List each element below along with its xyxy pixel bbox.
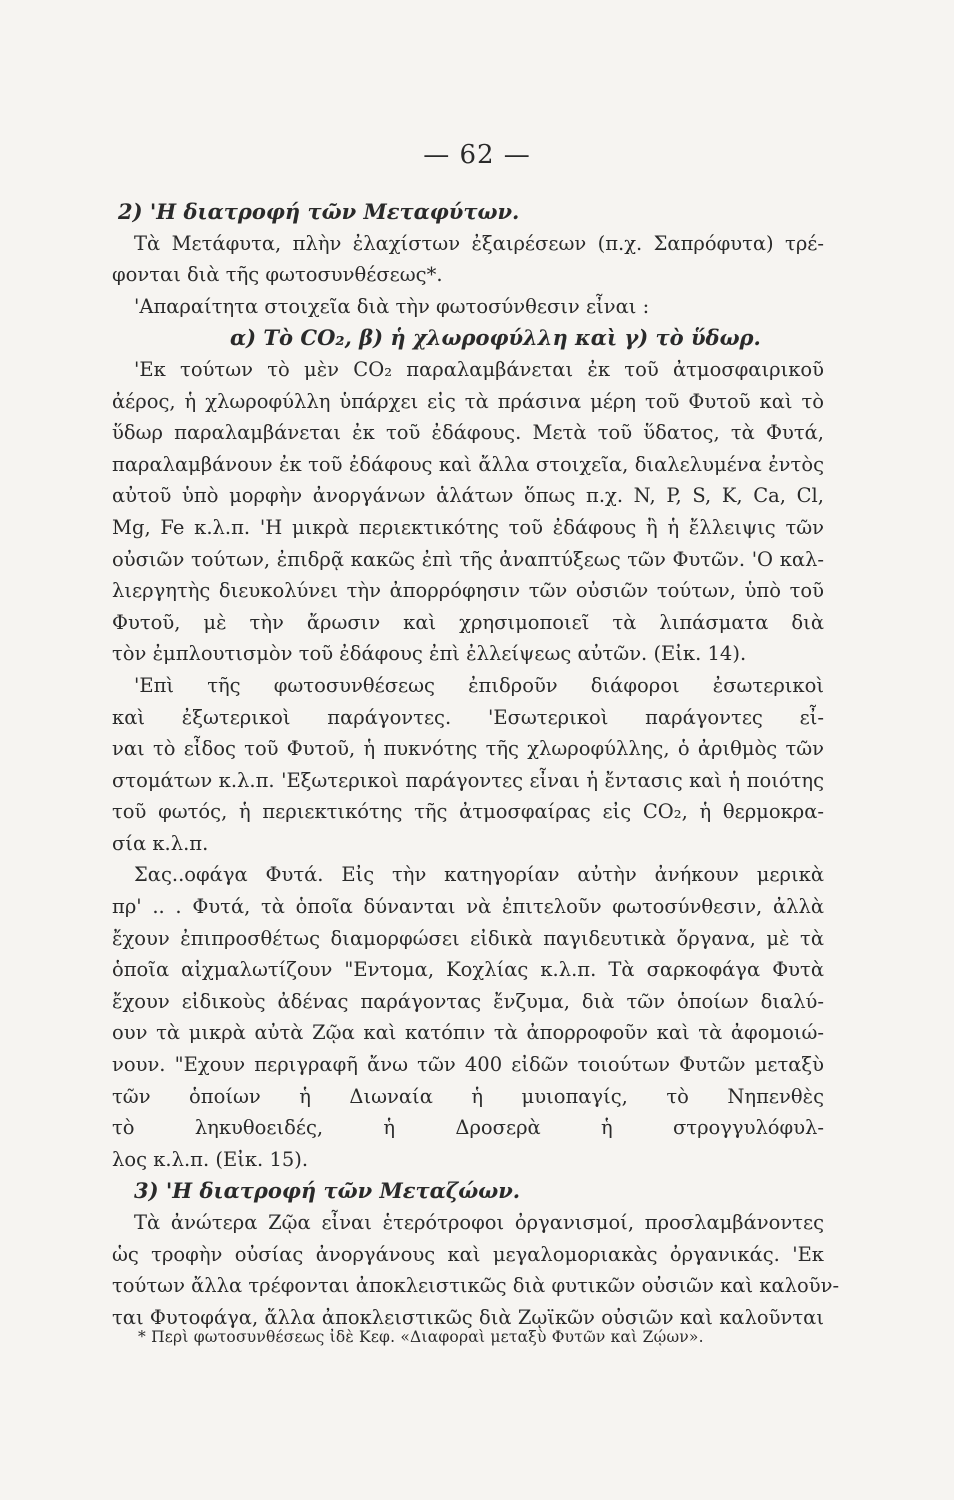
text-line: πρ' .. . Φυτά, τὰ ὁποῖα δύνανται νὰ ἐπιτελοῦν φωτοσύνθεσιν, ἀλλὰ	[112, 895, 824, 919]
text-line: 'Απαραίτητα στοιχεῖα διὰ τὴν φωτοσύνθεσιν εἶναι :	[134, 294, 650, 318]
text-line: τὸ ληκυθοειδές, ἡ Δροσερὰ ἡ στρογγυλόφυλ-	[112, 1116, 824, 1140]
text-line: 'Επὶ τῆς φωτοσυνθέσεως ἐπιδροῦν διάφοροι ἐσωτερικοὶ	[134, 673, 824, 697]
text-line: ται Φυτοφάγα, ἄλλα ἀποκλειστικῶς διὰ Ζῳϊκῶν οὐσιῶν καὶ καλοῦνται	[112, 1305, 824, 1329]
text-line: παραλαμβάνουν ἐκ τοῦ ἐδάφους καὶ ἄλλα στοιχεῖα, διαλελυμένα ἐντὸς	[112, 452, 824, 476]
text-line: ἔχουν εἰδικοὺς ἀδένας παράγοντας ἔνζυμα, διὰ τῶν ὁποίων διαλύ-	[112, 989, 824, 1013]
text-line: τούτων ἄλλα τρέφονται ἀποκλειστικῶς διὰ φυτικῶν οὐσιῶν καὶ καλοῦν-	[112, 1274, 840, 1298]
text-line: Mg, Fe κ.λ.π. 'Η μικρὰ περιεκτικότης τοῦ ἐδάφους ἢ ἡ ἔλλειψις τῶν	[112, 515, 824, 539]
text-line: ναι τὸ εἶδος τοῦ Φυτοῦ, ἡ πυκνότης τῆς χλωροφύλλης, ὁ ἀριθμὸς τῶν	[112, 737, 824, 761]
text-line: 'Εκ τούτων τὸ μὲν CO₂ παραλαμβάνεται ἐκ τοῦ ἀτμοσφαιρικοῦ	[134, 357, 824, 381]
text-line: ὁποῖα αἰχμαλωτίζουν "Εντομα, Κοχλίας κ.λ.π. Τὰ σαρκοφάγα Φυτὰ	[112, 958, 824, 982]
text-line: α) Τὸ CO₂, β) ἡ χλωροφύλλη καὶ γ) τὸ ὕδωρ.	[230, 325, 761, 351]
text-line: Τὰ ἀνώτερα Ζῷα εἶναι ἑτερότροφοι ὀργανισμοί, προσλαμβάνοντες	[134, 1211, 824, 1234]
text-line: τὸν ἐμπλουτισμὸν τοῦ ἐδάφους ἐπὶ ἐλλείψεως αὐτῶν. (Εἰκ. 14).	[112, 642, 747, 666]
page-number: — 62 —	[423, 140, 531, 170]
text-line: καὶ ἐξωτερικοὶ παράγοντες. 'Εσωτερικοὶ παράγοντες εἶ-	[112, 705, 824, 729]
text-line: ὕδωρ παραλαμβάνεται ἐκ τοῦ ἐδάφους. Μετὰ τοῦ ὕδατος, τὰ Φυτά,	[112, 421, 824, 445]
text-line: Σας..οφάγα Φυτά. Εἰς τὴν κατηγορίαν αὐτὴν ἀνήκουν μερικὰ	[134, 863, 824, 887]
text-line: λος κ.λ.π. (Εἰκ. 15).	[112, 1147, 309, 1171]
text-line: τῶν ὁποίων ἡ Διωναία ἡ μυιοπαγίς, τὸ Νηπενθὲς	[112, 1084, 824, 1108]
text-line: Τὰ Μετάφυτα, πλὴν ἐλαχίστων ἐξαιρέσεων (π.χ. Σαπρόφυτα) τρέ-	[134, 231, 824, 255]
text-line: Φυτοῦ, μὲ τὴν ἄρωσιν καὶ χρησιμοποιεῖ τὰ λιπάσματα διὰ	[112, 610, 824, 634]
text-line: οὐσιῶν τούτων, ἐπιδρᾷ κακῶς ἐπὶ τῆς ἀναπτύξεως τῶν Φυτῶν. 'Ο καλ-	[112, 547, 824, 571]
text-line: σία κ.λ.π.	[112, 831, 209, 855]
text-line: ουν τὰ μικρὰ αὐτὰ Ζῷα καὶ κατόπιν τὰ ἀπορροφοῦν καὶ τὰ ἀφομοιώ-	[112, 1021, 824, 1045]
text-line: φονται διὰ τῆς φωτοσυνθέσεως*.	[112, 263, 443, 287]
text-line: λιεργητὴς διευκολύνει τὴν ἀπορρόφησιν τῶν οὐσιῶν τούτων, ὑπὸ τοῦ	[112, 579, 824, 603]
text-line: στομάτων κ.λ.π. 'Εξωτερικοὶ παράγοντες εἶναι ἡ ἔντασις καὶ ἡ ποιότης	[112, 768, 824, 792]
section-heading-2: 2) 'Η διατροφή τῶν Μεταφύτων.	[118, 199, 520, 224]
body-text	[112, 196, 840, 1333]
text-line: νουν. "Εχουν περιγραφῆ ἄνω τῶν 400 εἰδῶν τοιούτων Φυτῶν μεταξὺ	[112, 1053, 824, 1077]
section-heading-3: 3) 'Η διατροφή τῶν Μεταζώων.	[134, 1178, 521, 1204]
footnote: * Περὶ φωτοσυνθέσεως ἰδὲ Κεφ. «Διαφοραὶ μεταξὺ Φυτῶν καὶ Ζῴων».	[138, 1328, 704, 1346]
text-line: ἀέρος, ἡ χλωροφύλλη ὑπάρχει εἰς τὰ πράσινα μέρη τοῦ Φυτοῦ καὶ τὸ	[112, 389, 824, 413]
text-line: ὡς τροφὴν οὐσίας ἀνοργάνους καὶ μεγαλομοριακὰς ὀργανικάς. 'Εκ	[112, 1242, 824, 1266]
text-line: αὐτοῦ ὑπὸ μορφὴν ἀνοργάνων ἁλάτων ὅπως π.χ. N, P, S, K, Ca, Cl,	[112, 484, 824, 508]
text-line: ἔχουν ἐπιπροσθέτως διαμορφώσει εἰδικὰ παγιδευτικὰ ὄργανα, μὲ τὰ	[112, 926, 824, 950]
text-line: τοῦ φωτός, ἡ περιεκτικότης τῆς ἀτμοσφαίρας εἰς CO₂, ἡ θερμοκρα-	[112, 800, 824, 824]
